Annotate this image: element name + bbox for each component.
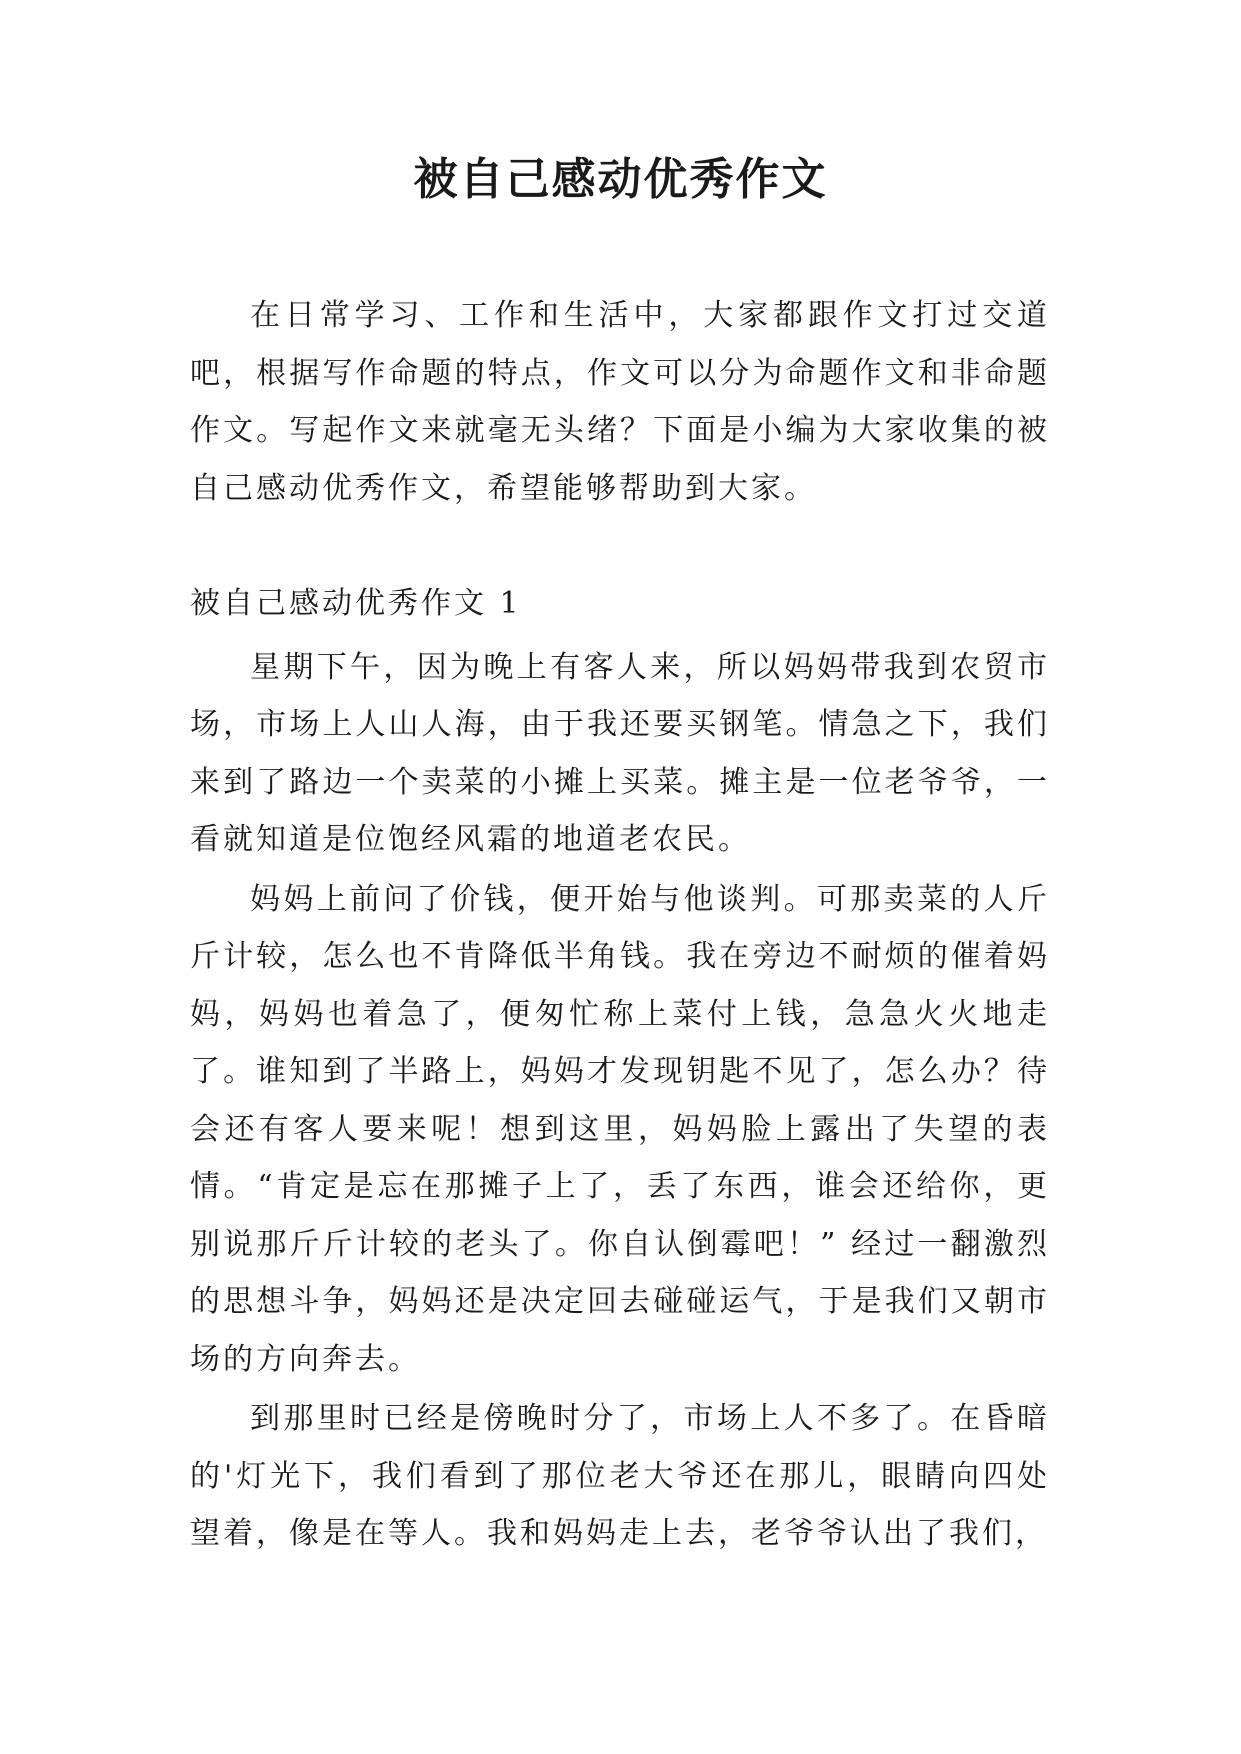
essay-paragraph: 到那里时已经是傍晚时分了，市场上人不多了。在昏暗的'灯光下，我们看到了那位老大爷还在那儿，眼睛向四处望着，像是在等人。我和妈妈走上去，老爷爷认出了我们，	[190, 1401, 1050, 1551]
intro-section	[190, 287, 1050, 517]
essay-paragraph: 星期下午，因为晚上有客人来，所以妈妈带我到农贸市场，市场上人山人海，由于我还要买钢笔。情急之下，我们来到了路边一个卖菜的小摊上买菜。摊主是一位老爷爷，一看就知道是位饱经风霜的地道老农民。	[190, 649, 1050, 857]
intro-paragraph: 在日常学习、工作和生活中，大家都跟作文打过交道吧，根据写作命题的特点，作文可以分为命题作文和非命题作文。写起作文来就毫无头绪？下面是小编为大家收集的被自己感动优秀作文，希望能够帮助到大家。	[190, 298, 1050, 506]
document-title: 被自己感动优秀作文	[413, 154, 828, 205]
essay-section	[190, 575, 1050, 1563]
essay-paragraph: 妈妈上前问了价钱，便开始与他谈判。可那卖菜的人斤斤计较，怎么也不肯降低半角钱。我在旁边不耐烦的催着妈妈，妈妈也着急了，便匆忙称上菜付上钱，急急火火地走了。谁知到了半路上，妈妈才发现钥匙不见了，怎么办？待会还有客人要来呢！想到这里，妈妈脸上露出了失望的表情。“肯定是忘在那摊子上了，丢了东西，谁会还给你，更别说那斤斤计较的老头了。你自认倒霉吧！” 经过一翻激烈的思想斗争，妈妈还是决定回去碰碰运气，于是我们又朝市场的方向奔去。	[190, 881, 1050, 1377]
section-heading: 被自己感动优秀作文 1	[190, 586, 522, 621]
